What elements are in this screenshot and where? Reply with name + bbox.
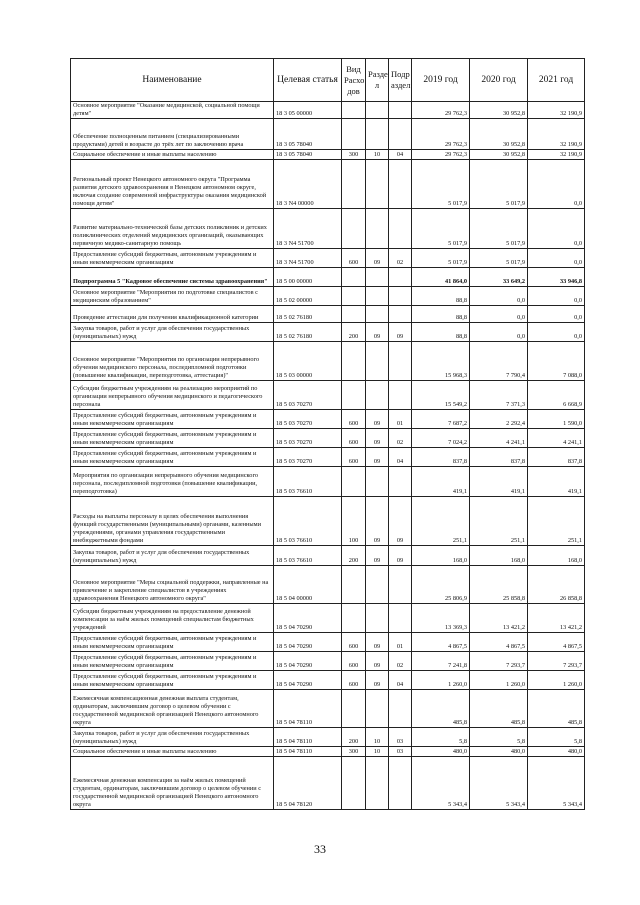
row-vid: [342, 466, 366, 496]
table-row: [71, 380, 585, 409]
row-value-2021: 480,0: [528, 746, 585, 756]
table-row: [71, 305, 585, 322]
row-value-2021: 0,0: [528, 248, 585, 267]
row-podrazdel: 09: [389, 322, 412, 341]
row-name: Проведение аттестации для получения квалификационной категории: [71, 305, 274, 322]
row-vid: 600: [342, 248, 366, 267]
row-value-2019: 4 867,5: [412, 632, 470, 651]
row-value-2021: 1 590,0: [528, 409, 585, 428]
row-value-2021: 32 190,9: [528, 118, 585, 149]
row-razdel: [366, 341, 389, 380]
row-razdel: [366, 159, 389, 208]
row-value-2020: 30 952,8: [470, 102, 528, 119]
row-razdel: [366, 603, 389, 632]
table-row: [71, 651, 585, 670]
row-name: Основное мероприятие "Меры социальной поддержки, направленные на привлечение и закрепление специалистов в учреждениях здравоохранения Ненецкого автономного округа": [71, 565, 274, 603]
header-name: Наименование: [71, 59, 274, 102]
row-target: 18 5 04 70290: [274, 603, 342, 632]
row-target: 18 5 03 70270: [274, 409, 342, 428]
row-podrazdel: 02: [389, 651, 412, 670]
row-value-2020: 2 292,4: [470, 409, 528, 428]
row-razdel: [366, 305, 389, 322]
table-row: [71, 565, 585, 603]
row-razdel: [366, 466, 389, 496]
row-name: Ежемесячная компенсационная денежная выплата студентам, ординаторам, заключившим договор о целевом обучении с государственной медицинской организацией Ненецкого автономного округа: [71, 689, 274, 727]
row-value-2021: 0,0: [528, 286, 585, 305]
row-value-2020: 5 343,4: [470, 756, 528, 809]
row-razdel: 09: [366, 248, 389, 267]
row-name: Закупка товаров, работ и услуг для обеспечения государственных (муниципальных) нужд: [71, 545, 274, 565]
row-value-2020: 25 858,8: [470, 565, 528, 603]
row-name: Предоставление субсидий бюджетным, автономным учреждениям и иным некоммерческим организациям: [71, 651, 274, 670]
row-vid: [342, 208, 366, 248]
row-vid: 600: [342, 409, 366, 428]
header-razdel: Разде л: [366, 59, 389, 102]
row-value-2021: 5,8: [528, 727, 585, 746]
row-value-2021: 0,0: [528, 208, 585, 248]
header-target: Целевая статья: [274, 59, 342, 102]
row-target: 18 5 00 00000: [274, 267, 342, 286]
row-vid: 200: [342, 322, 366, 341]
row-name: Подпрограмма 5 "Кадровое обеспечение системы здравоохранения": [71, 267, 274, 286]
row-vid: 600: [342, 428, 366, 447]
header-2019: 2019 год: [412, 59, 470, 102]
row-razdel: 09: [366, 545, 389, 565]
row-value-2019: 15 549,2: [412, 380, 470, 409]
row-podrazdel: 09: [389, 496, 412, 545]
row-vid: [342, 341, 366, 380]
row-target: 18 5 03 76610: [274, 496, 342, 545]
row-razdel: [366, 756, 389, 809]
page-number: 33: [314, 842, 326, 856]
table-row: [71, 632, 585, 651]
table-header-row: [71, 59, 585, 102]
row-value-2019: 5 017,9: [412, 248, 470, 267]
row-vid: 600: [342, 447, 366, 466]
row-podrazdel: [389, 565, 412, 603]
row-podrazdel: [389, 267, 412, 286]
row-razdel: 09: [366, 322, 389, 341]
row-value-2021: 0,0: [528, 305, 585, 322]
row-value-2019: 168,0: [412, 545, 470, 565]
row-value-2019: 5 017,9: [412, 208, 470, 248]
row-value-2019: 29 762,3: [412, 149, 470, 159]
row-vid: 200: [342, 727, 366, 746]
row-value-2021: 32 190,9: [528, 102, 585, 119]
row-value-2021: 26 858,8: [528, 565, 585, 603]
row-name: Основное мероприятие "Оказание медицинской, социальной помощи детям": [71, 102, 274, 119]
row-target: 18 3 N4 51700: [274, 208, 342, 248]
row-value-2021: 419,1: [528, 466, 585, 496]
row-name: Предоставление субсидий бюджетным, автономным учреждениям и иным некоммерческим организациям: [71, 248, 274, 267]
row-name: Региональный проект Ненецкого автономного округа "Программа развития детского здравоохранения в Ненецком автономном округе, включая создание современной инфраструктуры оказания медицинской помощи детям": [71, 159, 274, 208]
budget-table: [70, 58, 585, 810]
row-vid: [342, 118, 366, 149]
row-value-2019: 15 968,3: [412, 341, 470, 380]
row-value-2019: 88,8: [412, 305, 470, 322]
row-name: Предоставление субсидий бюджетным, автономным учреждениям и иным некоммерческим организациям: [71, 409, 274, 428]
row-podrazdel: 01: [389, 632, 412, 651]
row-target: 18 5 02 76180: [274, 305, 342, 322]
row-value-2019: 41 864,0: [412, 267, 470, 286]
header-2021: 2021 год: [528, 59, 585, 102]
row-podrazdel: [389, 756, 412, 809]
row-value-2020: 5 017,9: [470, 248, 528, 267]
row-value-2020: 7 293,7: [470, 651, 528, 670]
row-value-2020: 480,0: [470, 746, 528, 756]
row-value-2020: 485,8: [470, 689, 528, 727]
row-vid: [342, 689, 366, 727]
row-value-2019: 5 343,4: [412, 756, 470, 809]
table-row: [71, 118, 585, 149]
row-vid: [342, 286, 366, 305]
row-target: 18 3 05 78040: [274, 118, 342, 149]
row-value-2020: 7 790,4: [470, 341, 528, 380]
row-vid: [342, 565, 366, 603]
row-vid: 600: [342, 670, 366, 689]
row-razdel: [366, 267, 389, 286]
row-value-2019: 88,8: [412, 286, 470, 305]
row-value-2019: 419,1: [412, 466, 470, 496]
row-value-2019: 25 806,9: [412, 565, 470, 603]
row-vid: [342, 305, 366, 322]
header-2020: 2020 год: [470, 59, 528, 102]
row-target: 18 3 05 78040: [274, 149, 342, 159]
table-row: [71, 466, 585, 496]
row-razdel: 10: [366, 149, 389, 159]
row-value-2019: 7 241,8: [412, 651, 470, 670]
row-podrazdel: 02: [389, 248, 412, 267]
row-razdel: [366, 118, 389, 149]
row-name: Ежемесячная денежная компенсация за наём жилых помещений студентам, ординаторам, заключившим договор о целевом обучении с государственной медицинской организацией Ненецкого автономного округа: [71, 756, 274, 809]
row-name: Субсидии бюджетным учреждениям на предоставление денежной компенсации за наём жилых помещений специалистам бюджетных учреждений: [71, 603, 274, 632]
row-razdel: 10: [366, 727, 389, 746]
row-razdel: 09: [366, 496, 389, 545]
row-target: 18 5 04 70290: [274, 670, 342, 689]
row-razdel: [366, 689, 389, 727]
header-podrazdel: Подр аздел: [389, 59, 412, 102]
table-row: [71, 159, 585, 208]
row-vid: [342, 102, 366, 119]
row-name: Обеспечение полноценным питанием (специализированными продуктами) детей в возрасте до трёх лет по заключению врача: [71, 118, 274, 149]
table-row: [71, 496, 585, 545]
table-row: [71, 322, 585, 341]
row-vid: [342, 756, 366, 809]
row-name: Субсидии бюджетным учреждениям на реализацию мероприятий по организации непрерывного обучения медицинского и педагогического персонала: [71, 380, 274, 409]
header-vid: Вид Расхо дов: [342, 59, 366, 102]
row-value-2020: 13 421,2: [470, 603, 528, 632]
table-row: [71, 689, 585, 727]
row-podrazdel: 01: [389, 409, 412, 428]
row-value-2020: 168,0: [470, 545, 528, 565]
row-name: Развитие материально-технической базы детских поликлиник и детских поликлинических отделений медицинских организаций, оказывающих первичную медико-санитарную помощь: [71, 208, 274, 248]
row-vid: [342, 380, 366, 409]
row-razdel: 09: [366, 409, 389, 428]
row-razdel: 09: [366, 428, 389, 447]
row-vid: 100: [342, 496, 366, 545]
row-podrazdel: 04: [389, 149, 412, 159]
row-target: 18 5 04 78120: [274, 756, 342, 809]
row-value-2020: 5 017,9: [470, 159, 528, 208]
table-row: [71, 286, 585, 305]
row-value-2020: 30 952,8: [470, 118, 528, 149]
row-value-2020: 0,0: [470, 286, 528, 305]
row-name: Предоставление субсидий бюджетным, автономным учреждениям и иным некоммерческим организациям: [71, 447, 274, 466]
row-vid: 600: [342, 651, 366, 670]
row-vid: [342, 267, 366, 286]
row-podrazdel: 03: [389, 727, 412, 746]
row-razdel: 10: [366, 746, 389, 756]
row-name: Мероприятия по организации непрерывного обучения медицинского персонала, последипломной подготовки (повышение квалификации, переподготовка): [71, 466, 274, 496]
row-value-2020: 4 867,5: [470, 632, 528, 651]
row-target: 18 5 04 78110: [274, 727, 342, 746]
row-value-2019: 7 687,2: [412, 409, 470, 428]
row-vid: 300: [342, 149, 366, 159]
row-value-2019: 29 762,3: [412, 118, 470, 149]
row-name: Социальное обеспечение и иные выплаты населению: [71, 149, 274, 159]
row-value-2021: 251,1: [528, 496, 585, 545]
row-podrazdel: 02: [389, 428, 412, 447]
row-razdel: 09: [366, 651, 389, 670]
row-value-2019: 5 017,9: [412, 159, 470, 208]
row-value-2019: 251,1: [412, 496, 470, 545]
row-value-2019: 837,8: [412, 447, 470, 466]
table-row: [71, 447, 585, 466]
table-row: [71, 248, 585, 267]
row-value-2020: 1 260,0: [470, 670, 528, 689]
table-row: [71, 267, 585, 286]
row-podrazdel: [389, 603, 412, 632]
table-row: [71, 603, 585, 632]
row-vid: [342, 603, 366, 632]
row-name: Предоставление субсидий бюджетным, автономным учреждениям и иным некоммерческим организациям: [71, 632, 274, 651]
row-value-2021: 7 088,0: [528, 341, 585, 380]
row-value-2019: 88,8: [412, 322, 470, 341]
row-value-2021: 32 190,9: [528, 149, 585, 159]
row-podrazdel: 03: [389, 746, 412, 756]
row-value-2020: 33 649,2: [470, 267, 528, 286]
row-podrazdel: [389, 341, 412, 380]
row-podrazdel: [389, 118, 412, 149]
table-row: [71, 727, 585, 746]
row-value-2021: 0,0: [528, 322, 585, 341]
row-value-2020: 837,8: [470, 447, 528, 466]
row-value-2020: 30 952,8: [470, 149, 528, 159]
table-row: [71, 208, 585, 248]
row-value-2021: 4 867,5: [528, 632, 585, 651]
row-target: 18 5 03 70270: [274, 447, 342, 466]
row-value-2021: 13 421,2: [528, 603, 585, 632]
row-value-2019: 1 260,0: [412, 670, 470, 689]
row-target: 18 5 03 70270: [274, 428, 342, 447]
row-value-2019: 7 024,2: [412, 428, 470, 447]
row-value-2021: 5 343,4: [528, 756, 585, 809]
row-target: 18 3 N4 00000: [274, 159, 342, 208]
row-razdel: 09: [366, 447, 389, 466]
row-podrazdel: [389, 305, 412, 322]
table-row: [71, 428, 585, 447]
row-target: 18 5 04 70290: [274, 632, 342, 651]
row-razdel: [366, 380, 389, 409]
row-target: 18 3 05 00000: [274, 102, 342, 119]
row-value-2019: 13 369,3: [412, 603, 470, 632]
table-row: [71, 102, 585, 119]
table-row: [71, 670, 585, 689]
row-vid: 600: [342, 632, 366, 651]
row-podrazdel: [389, 208, 412, 248]
table-row: [71, 149, 585, 159]
row-value-2020: 0,0: [470, 305, 528, 322]
row-value-2019: 485,8: [412, 689, 470, 727]
row-value-2020: 5 017,9: [470, 208, 528, 248]
row-target: 18 5 04 70290: [274, 651, 342, 670]
row-podrazdel: 04: [389, 447, 412, 466]
row-value-2021: 6 668,9: [528, 380, 585, 409]
row-value-2019: 5,8: [412, 727, 470, 746]
row-value-2021: 33 946,8: [528, 267, 585, 286]
row-value-2021: 485,8: [528, 689, 585, 727]
row-target: 18 5 04 00000: [274, 565, 342, 603]
row-razdel: [366, 565, 389, 603]
row-value-2019: 480,0: [412, 746, 470, 756]
row-value-2020: 4 241,1: [470, 428, 528, 447]
row-razdel: [366, 286, 389, 305]
row-value-2019: 29 762,3: [412, 102, 470, 119]
table-row: [71, 409, 585, 428]
row-podrazdel: [389, 689, 412, 727]
table-row: [71, 545, 585, 565]
row-razdel: 09: [366, 632, 389, 651]
row-target: 18 3 N4 51700: [274, 248, 342, 267]
row-target: 18 5 03 00000: [274, 341, 342, 380]
row-value-2021: 168,0: [528, 545, 585, 565]
row-value-2020: 5,8: [470, 727, 528, 746]
row-value-2020: 0,0: [470, 322, 528, 341]
row-vid: 300: [342, 746, 366, 756]
row-name: Предоставление субсидий бюджетным, автономным учреждениям и иным некоммерческим организациям: [71, 670, 274, 689]
row-value-2021: 1 260,0: [528, 670, 585, 689]
row-podrazdel: 09: [389, 545, 412, 565]
table-row: [71, 746, 585, 756]
table-body: [71, 102, 585, 810]
row-target: 18 5 04 78110: [274, 689, 342, 727]
row-target: 18 5 03 76610: [274, 545, 342, 565]
row-podrazdel: 04: [389, 670, 412, 689]
row-podrazdel: [389, 380, 412, 409]
row-target: 18 5 02 00000: [274, 286, 342, 305]
row-podrazdel: [389, 286, 412, 305]
row-name: Закупка товаров, работ и услуг для обеспечения государственных (муниципальных) нужд: [71, 727, 274, 746]
row-value-2020: 251,1: [470, 496, 528, 545]
row-target: 18 5 03 76610: [274, 466, 342, 496]
row-value-2021: 0,0: [528, 159, 585, 208]
row-name: Расходы на выплаты персоналу в целях обеспечения выполнения функций государственными (муниципальными) органами, казенными учреждениями, органами управления государственными внебюджетными фондами: [71, 496, 274, 545]
row-podrazdel: [389, 466, 412, 496]
row-target: 18 5 04 78110: [274, 746, 342, 756]
row-razdel: [366, 102, 389, 119]
row-value-2020: 7 371,3: [470, 380, 528, 409]
table-row: [71, 756, 585, 809]
row-vid: 200: [342, 545, 366, 565]
row-razdel: 09: [366, 670, 389, 689]
row-name: Основное мероприятие "Мероприятия по подготовке специалистов с медицинским образованием": [71, 286, 274, 305]
row-target: 18 5 03 70270: [274, 380, 342, 409]
row-value-2021: 7 293,7: [528, 651, 585, 670]
row-name: Основное мероприятие "Мероприятия по организации непрерывного обучения медицинского персонала, последипломной подготовки (повышение квалификации, переподготовка, аттестация)": [71, 341, 274, 380]
row-target: 18 5 02 76180: [274, 322, 342, 341]
row-name: Социальное обеспечение и иные выплаты населению: [71, 746, 274, 756]
row-value-2020: 419,1: [470, 466, 528, 496]
row-razdel: [366, 208, 389, 248]
row-vid: [342, 159, 366, 208]
row-podrazdel: [389, 102, 412, 119]
row-value-2021: 837,8: [528, 447, 585, 466]
row-value-2021: 4 241,1: [528, 428, 585, 447]
row-name: Закупка товаров, работ и услуг для обеспечения государственных (муниципальных) нужд: [71, 322, 274, 341]
table-row: [71, 341, 585, 380]
row-podrazdel: [389, 159, 412, 208]
row-name: Предоставление субсидий бюджетным, автономным учреждениям и иным некоммерческим организациям: [71, 428, 274, 447]
